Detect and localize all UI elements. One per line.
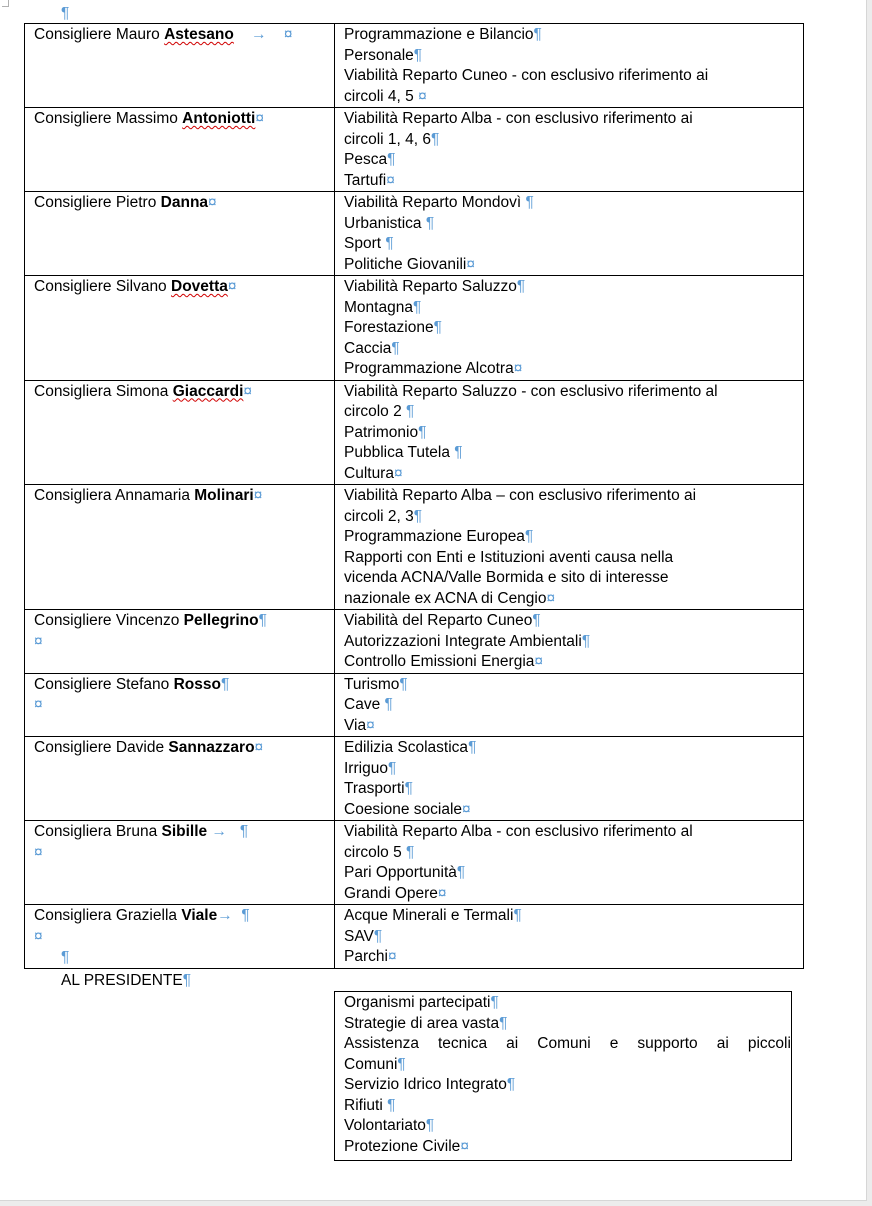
paragraph-mark: ¶ bbox=[413, 46, 423, 64]
paragraph-mark: ¶ bbox=[499, 1014, 508, 1032]
delegation-item: Politiche Giovanili¤ bbox=[344, 255, 475, 273]
delegation-item: vicenda ACNA/Valle Bormida e sito di interesse bbox=[344, 569, 669, 586]
paragraph-mark: ¶ bbox=[456, 864, 466, 881]
councillor-name: Consigliere Stefano Rosso¶ bbox=[34, 675, 230, 693]
delegation-item: Viabilità Reparto Alba - con esclusivo riferimento ai bbox=[344, 110, 693, 127]
president-delegation-item: Organismi partecipati¶ bbox=[344, 994, 499, 1011]
paragraph-mark: ¶ bbox=[220, 675, 230, 693]
paragraph-mark: ¶ bbox=[506, 1076, 516, 1093]
councillor-name: Consigliere Vincenzo Pellegrino¶ bbox=[34, 612, 267, 629]
councillor-name-cell bbox=[25, 610, 335, 674]
delegations-cell bbox=[335, 485, 804, 610]
councillor-name-cell bbox=[25, 905, 335, 969]
delegation-item: Viabilità Reparto Cuneo - con esclusivo riferimento ai bbox=[344, 67, 709, 84]
councillor-name-cell bbox=[25, 380, 335, 485]
paragraph-mark: ¶ bbox=[258, 612, 267, 629]
delegation-item: Personale¶ bbox=[344, 46, 423, 64]
councillor-surname: Rosso bbox=[173, 675, 221, 693]
paragraph-mark: ¶ bbox=[425, 214, 435, 232]
councillor-surname: Dovetta bbox=[171, 278, 228, 295]
paragraph-mark: ¶ bbox=[490, 994, 499, 1011]
page-corner-mark bbox=[2, 0, 9, 7]
delegation-item: Coesione sociale¤ bbox=[344, 800, 471, 818]
paragraph-mark: ¶ bbox=[385, 235, 394, 252]
president-delegation-item: Volontariato¶ bbox=[344, 1117, 435, 1134]
councillor-name: Consigliera Graziella Viale→ ¶ bbox=[34, 907, 250, 924]
paragraph-mark: ¶ bbox=[387, 1096, 396, 1114]
paragraph-mark: ¶ bbox=[431, 130, 440, 148]
paragraph-mark: ¶ bbox=[241, 907, 250, 924]
delegations-cell bbox=[335, 108, 804, 192]
councillor-surname: Danna bbox=[160, 194, 209, 211]
paragraph-mark: ¶ bbox=[61, 5, 70, 22]
paragraph-mark: ¶ bbox=[404, 780, 413, 797]
cell-end-mark: ¤ bbox=[546, 589, 556, 607]
delegation-item: Pari Opportunità¶ bbox=[344, 864, 466, 881]
paragraph-mark: ¶ bbox=[373, 927, 383, 945]
councillor-name: Consigliere Mauro Astesano → ¤ bbox=[34, 26, 293, 43]
paragraph-mark: ¶ bbox=[532, 612, 541, 629]
councillor-surname: Sannazzaro bbox=[168, 739, 255, 756]
councillor-surname: Molinari bbox=[194, 487, 254, 504]
delegation-item: Controllo Emissioni Energia¤ bbox=[344, 653, 544, 670]
delegation-item: Programmazione e Bilancio¶ bbox=[344, 26, 542, 43]
delegation-item: Urbanistica ¶ bbox=[344, 214, 435, 232]
paragraph-mark: ¶ bbox=[516, 278, 526, 295]
councillor-row bbox=[25, 821, 804, 905]
cell-end-mark: ¤ bbox=[534, 653, 544, 670]
delegation-item: Turismo¶ bbox=[344, 675, 408, 693]
paragraph-mark: ¶ bbox=[425, 1117, 435, 1134]
cell-end-mark: ¤ bbox=[208, 194, 217, 211]
cell-end-mark: ¤ bbox=[255, 110, 264, 127]
president-delegation-item: Strategie di area vasta¶ bbox=[344, 1014, 508, 1032]
councillor-row bbox=[25, 380, 804, 485]
tab-arrow-icon: → bbox=[233, 26, 284, 43]
tab-arrow-icon: → bbox=[207, 823, 240, 840]
president-delegation-item: Rifiuti ¶ bbox=[344, 1096, 396, 1114]
councillor-name: Consigliere Pietro Danna¤ bbox=[34, 194, 217, 211]
cell-end-mark: ¤ bbox=[386, 171, 395, 189]
paragraph-mark: ¶ bbox=[391, 339, 400, 357]
cell-end-mark: ¤ bbox=[34, 927, 43, 945]
delegation-item: Viabilità Reparto Alba – con esclusivo riferimento ai bbox=[344, 487, 697, 504]
councillor-name: Consigliera Simona Giaccardi¤ bbox=[34, 382, 252, 400]
delegation-item: Cave ¶ bbox=[344, 696, 393, 713]
delegation-item: Caccia¶ bbox=[344, 339, 400, 357]
delegation-item: Irriguo¶ bbox=[344, 759, 397, 777]
delegation-item: Edilizia Scolastica¶ bbox=[344, 739, 477, 756]
tab-arrow-icon: → bbox=[217, 907, 242, 924]
delegations-cell bbox=[335, 24, 804, 108]
paragraph-mark: ¶ bbox=[406, 843, 415, 861]
paragraph-mark: ¶ bbox=[406, 403, 415, 420]
president-delegation-item: Comuni¶ bbox=[344, 1055, 406, 1073]
delegation-item: Tartufi¤ bbox=[344, 171, 395, 189]
delegation-item: Viabilità del Reparto Cuneo¶ bbox=[344, 612, 541, 629]
delegation-item: Via¤ bbox=[344, 716, 375, 734]
delegations-cell bbox=[335, 737, 804, 821]
cell-end-mark: ¤ bbox=[513, 360, 523, 377]
paragraph-mark: ¶ bbox=[418, 423, 427, 441]
cell-end-mark: ¤ bbox=[253, 487, 263, 504]
delegation-item: Patrimonio¶ bbox=[344, 423, 427, 441]
president-delegation-item: Assistenza tecnica ai Comuni e supporto ai piccoli bbox=[344, 1035, 791, 1052]
delegation-item: Autorizzazioni Integrate Ambientali¶ bbox=[344, 632, 591, 650]
councillor-name-cell bbox=[25, 673, 335, 737]
cell-end-mark: ¤ bbox=[437, 884, 447, 902]
delegation-item: Cultura¤ bbox=[344, 464, 403, 482]
paragraph-mark: ¶ bbox=[433, 319, 442, 336]
councillor-row bbox=[25, 673, 804, 737]
paragraph-mark: ¶ bbox=[513, 907, 522, 924]
cell-end-mark: ¤ bbox=[34, 632, 43, 650]
cell-end-mark: ¤ bbox=[466, 255, 475, 273]
delegation-item: Trasporti¶ bbox=[344, 780, 413, 797]
paragraph-mark: ¶ bbox=[387, 151, 396, 168]
councillor-name-cell bbox=[25, 737, 335, 821]
delegation-item: Montagna¶ bbox=[344, 298, 422, 316]
cell-end-mark: ¤ bbox=[243, 382, 252, 400]
delegation-item: Viabilità Reparto Saluzzo - con esclusivo riferimento al bbox=[344, 382, 718, 400]
paragraph-mark: ¶ bbox=[399, 675, 408, 693]
cell-end-mark: ¤ bbox=[34, 696, 43, 713]
cell-end-mark: ¤ bbox=[418, 87, 427, 105]
councillor-name-cell bbox=[25, 192, 335, 276]
paragraph-mark: ¶ bbox=[182, 972, 192, 989]
president-delegations-box bbox=[334, 991, 792, 1161]
delegation-item: Viabilità Reparto Alba - con esclusivo riferimento al bbox=[344, 823, 693, 840]
paragraph-mark: ¶ bbox=[533, 26, 542, 43]
councillor-surname: Astesano bbox=[164, 26, 234, 43]
councillor-name-cell bbox=[25, 821, 335, 905]
cell-end-mark: ¤ bbox=[366, 716, 375, 734]
paragraph-mark: ¶ bbox=[581, 632, 591, 650]
cell-end-mark: ¤ bbox=[393, 464, 403, 482]
cell-end-mark: ¤ bbox=[283, 26, 293, 43]
delegations-cell bbox=[335, 380, 804, 485]
cell-end-mark: ¤ bbox=[462, 800, 471, 818]
paragraph-mark: ¶ bbox=[384, 696, 393, 713]
cell-end-mark: ¤ bbox=[460, 1137, 469, 1155]
delegation-item: circoli 4, 5 ¤ bbox=[344, 87, 427, 105]
councillor-delegations-table bbox=[24, 23, 804, 969]
delegation-item: Pesca¶ bbox=[344, 151, 396, 168]
councillor-row bbox=[25, 610, 804, 674]
paragraph-mark: ¶ bbox=[387, 759, 397, 777]
paragraph-mark: ¶ bbox=[454, 444, 463, 461]
councillor-name-cell bbox=[25, 108, 335, 192]
cell-end-mark: ¤ bbox=[34, 843, 43, 861]
councillor-surname: Sibille bbox=[161, 823, 208, 840]
president-delegation-item: Servizio Idrico Integrato¶ bbox=[344, 1076, 516, 1093]
delegation-item: Parchi¤ bbox=[344, 948, 397, 965]
delegation-item: Viabilità Reparto Saluzzo¶ bbox=[344, 278, 526, 295]
councillor-name: Consigliera Bruna Sibille → ¶ bbox=[34, 823, 249, 840]
councillor-surname: Antoniotti bbox=[182, 110, 256, 127]
councillor-name-cell bbox=[25, 276, 335, 381]
councillor-row bbox=[25, 485, 804, 610]
councillor-name: Consigliere Davide Sannazzaro¤ bbox=[34, 739, 264, 756]
delegation-item: Programmazione Europea¶ bbox=[344, 528, 534, 545]
councillor-name: Consigliere Massimo Antoniotti¤ bbox=[34, 110, 264, 127]
paragraph-mark: ¶ bbox=[412, 298, 422, 316]
delegations-cell bbox=[335, 610, 804, 674]
delegation-item: circoli 2, 3¶ bbox=[344, 507, 423, 525]
councillor-surname: Giaccardi bbox=[172, 382, 244, 400]
councillor-row bbox=[25, 737, 804, 821]
councillor-row bbox=[25, 192, 804, 276]
councillor-name: Consigliera Annamaria Molinari¤ bbox=[34, 487, 263, 504]
delegation-item: circolo 5 ¶ bbox=[344, 843, 415, 861]
councillor-row bbox=[25, 905, 804, 969]
delegation-item: Forestazione¶ bbox=[344, 319, 442, 336]
paragraph-mark: ¶ bbox=[61, 949, 70, 966]
councillor-row bbox=[25, 24, 804, 108]
delegation-item: SAV¶ bbox=[344, 927, 383, 945]
cell-end-mark: ¤ bbox=[227, 278, 237, 295]
president-heading bbox=[61, 971, 191, 991]
delegation-item: Viabilità Reparto Mondovì ¶ bbox=[344, 194, 534, 211]
delegation-item: Grandi Opere¤ bbox=[344, 884, 447, 902]
paragraph-mark: ¶ bbox=[524, 528, 534, 545]
councillor-row bbox=[25, 108, 804, 192]
paragraph-mark: ¶ bbox=[525, 194, 534, 211]
delegation-item: Pubblica Tutela ¶ bbox=[344, 444, 463, 461]
delegations-cell bbox=[335, 905, 804, 969]
councillor-surname: Viale bbox=[181, 907, 218, 924]
delegation-item: Acque Minerali e Termali¶ bbox=[344, 907, 522, 924]
president-delegation-item: Protezione Civile¤ bbox=[344, 1137, 469, 1155]
paragraph-mark: ¶ bbox=[468, 739, 477, 756]
paragraph-mark: ¶ bbox=[397, 1055, 406, 1073]
paragraph-mark: ¶ bbox=[413, 507, 423, 525]
delegations-cell bbox=[335, 821, 804, 905]
delegation-item: Sport ¶ bbox=[344, 235, 394, 252]
councillor-name-cell bbox=[25, 24, 335, 108]
delegations-cell bbox=[335, 673, 804, 737]
delegation-item: nazionale ex ACNA di Cengio¤ bbox=[344, 589, 556, 607]
delegation-item: circolo 2 ¶ bbox=[344, 403, 415, 420]
paragraph-mark: ¶ bbox=[239, 823, 249, 840]
councillor-surname: Pellegrino bbox=[183, 612, 259, 629]
delegations-cell bbox=[335, 276, 804, 381]
councillor-row bbox=[25, 276, 804, 381]
delegations-cell bbox=[335, 192, 804, 276]
councillor-name-cell bbox=[25, 485, 335, 610]
cell-end-mark: ¤ bbox=[254, 739, 264, 756]
delegation-item: Programmazione Alcotra¤ bbox=[344, 360, 523, 377]
president-heading-text: AL PRESIDENTE bbox=[61, 972, 183, 989]
delegation-item: circoli 1, 4, 6¶ bbox=[344, 130, 440, 148]
cell-end-mark: ¤ bbox=[387, 948, 397, 965]
councillor-name: Consigliere Silvano Dovetta¤ bbox=[34, 278, 237, 295]
delegation-item: Rapporti con Enti e Istituzioni aventi causa nella bbox=[344, 548, 674, 566]
